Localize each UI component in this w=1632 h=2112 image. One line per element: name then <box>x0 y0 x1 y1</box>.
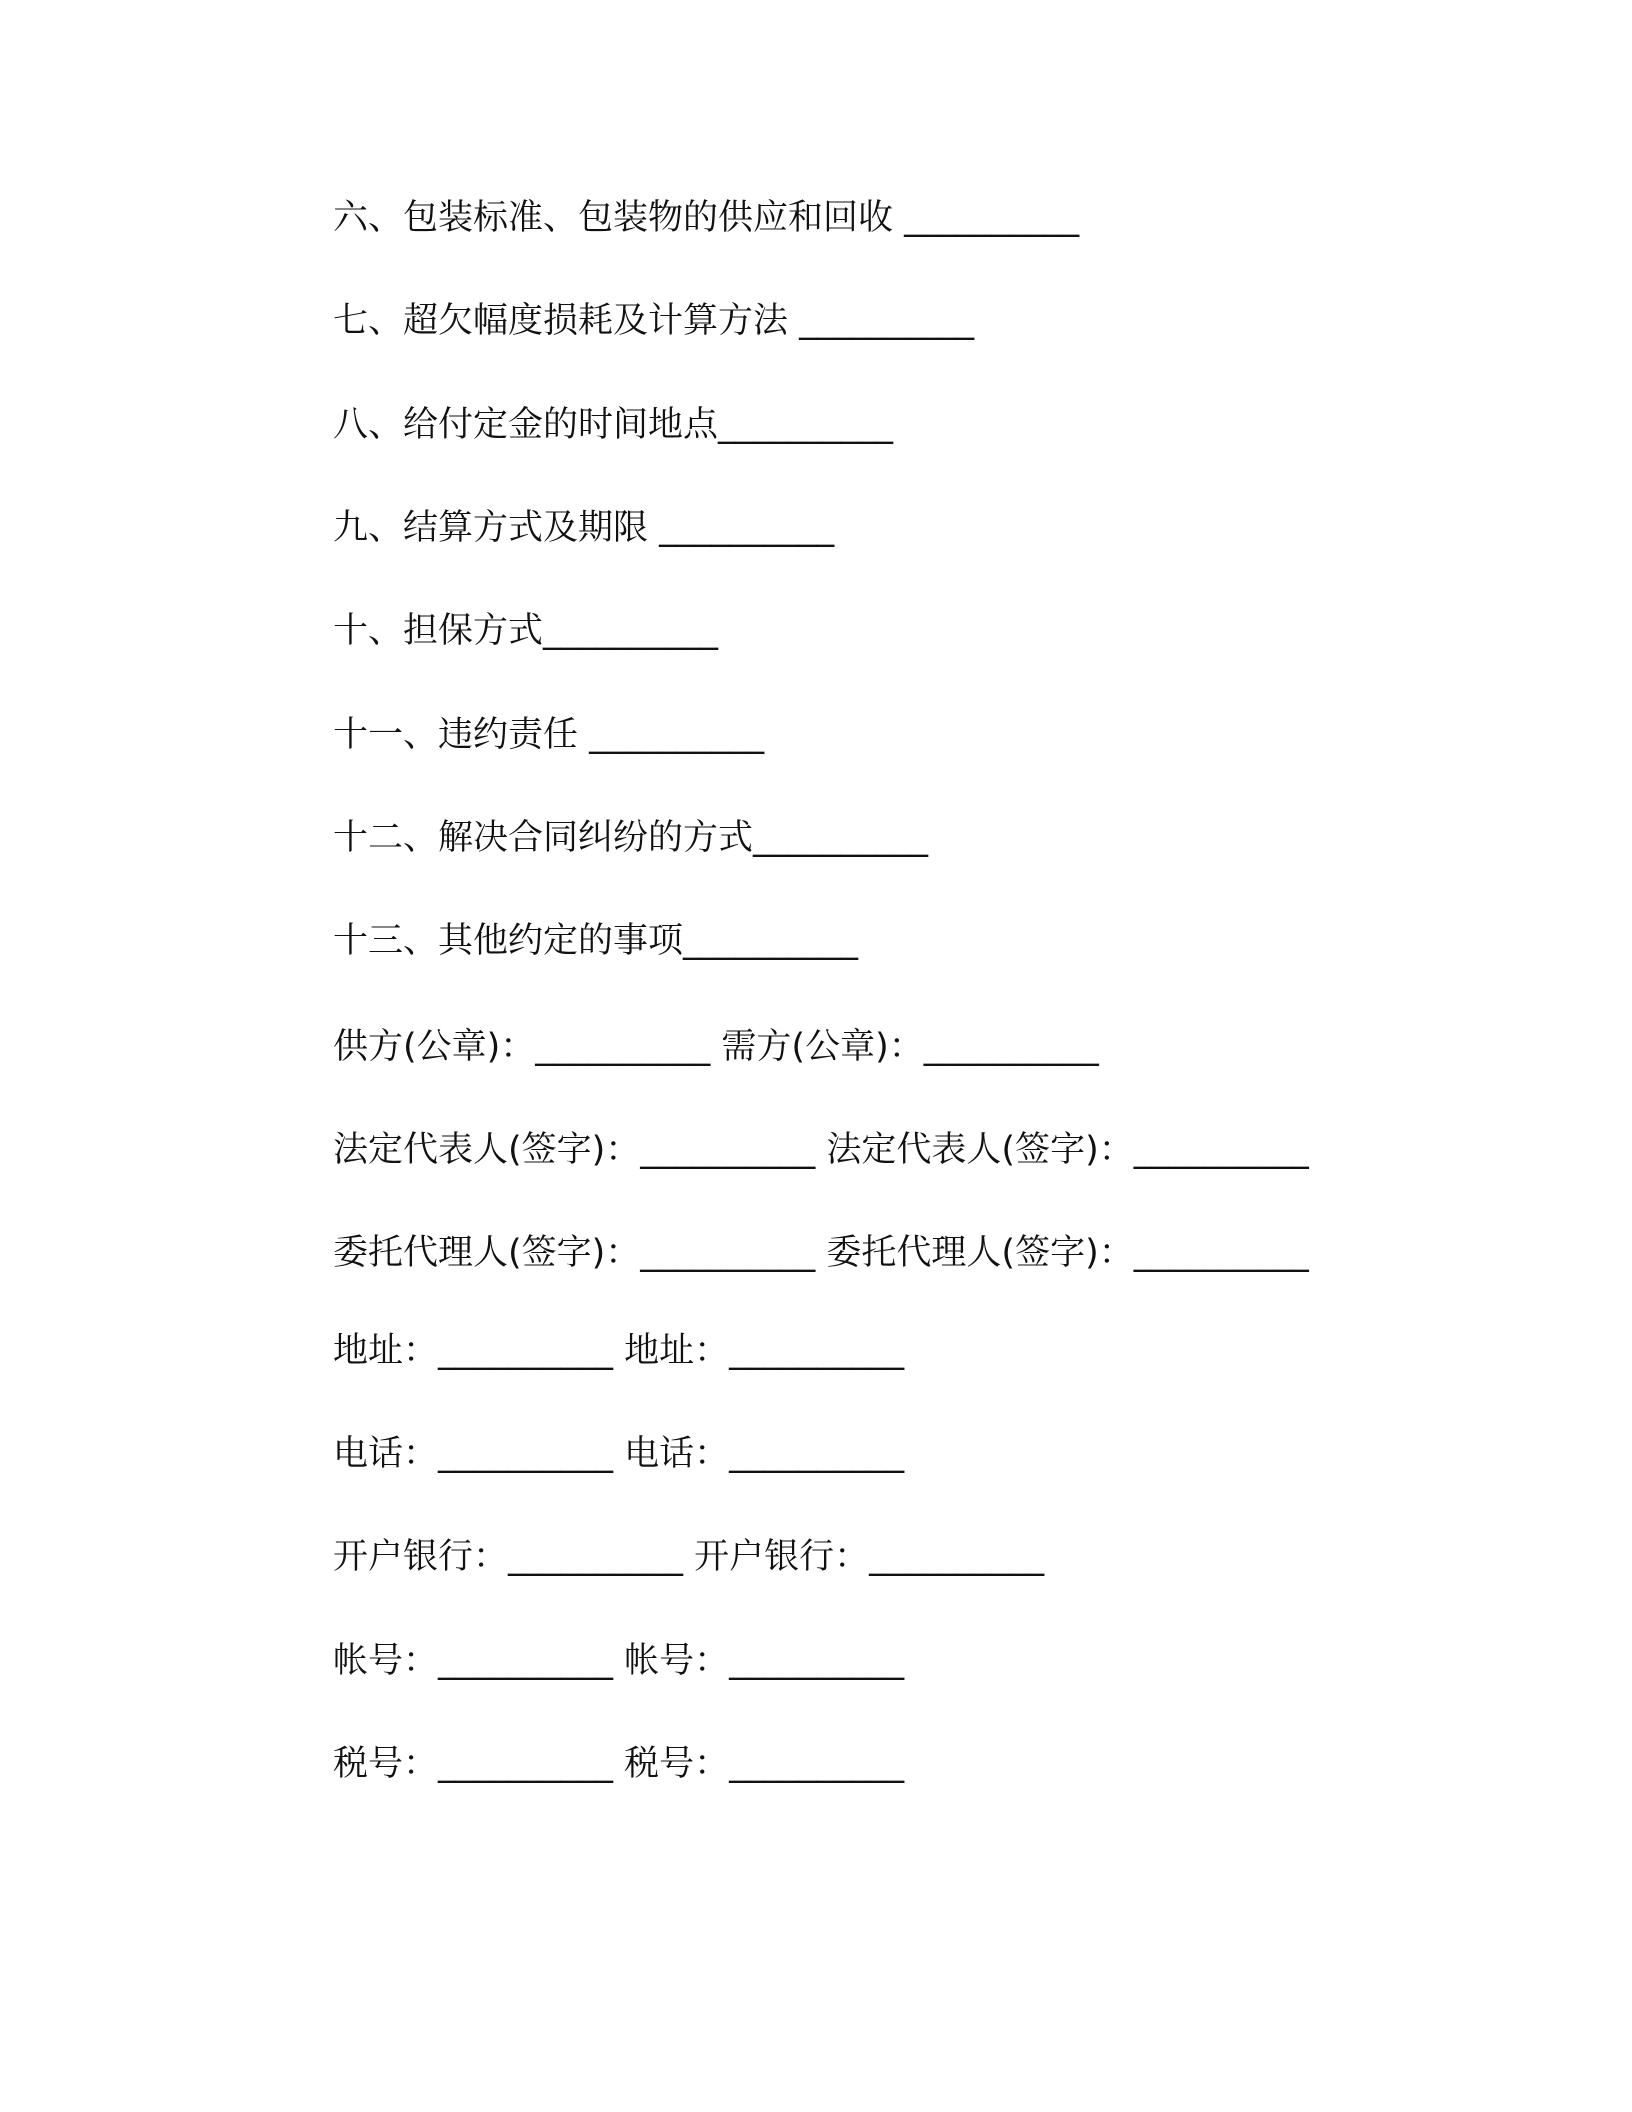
clause-loss-calculation: 七、超欠幅度损耗及计算方法 __________ <box>333 301 975 341</box>
signature-phone-line: 电话：__________ 电话：__________ <box>333 1434 905 1474</box>
signature-legal-rep-line: 法定代表人(签字)：__________ 法定代表人(签字)：__________ <box>333 1130 1309 1170</box>
clause-settlement: 九、结算方式及期限 __________ <box>333 508 835 548</box>
clause-liability: 十一、违约责任 __________ <box>333 715 765 755</box>
signature-address-line: 地址：__________ 地址：__________ <box>333 1331 905 1371</box>
signature-seal-line: 供方(公章)：__________ 需方(公章)：__________ <box>333 1027 1099 1067</box>
clause-packaging: 六、包装标准、包装物的供应和回收 __________ <box>333 198 1080 238</box>
signature-agent-line: 委托代理人(签字)：__________ 委托代理人(签字)：__________ <box>333 1233 1309 1273</box>
clause-other-matters: 十三、其他约定的事项__________ <box>333 921 859 961</box>
signature-tax-line: 税号：__________ 税号：__________ <box>333 1744 905 1784</box>
clause-dispute: 十二、解决合同纠纷的方式__________ <box>333 818 929 858</box>
signature-bank-line: 开户银行：__________ 开户银行：__________ <box>333 1537 1045 1577</box>
signature-account-line: 帐号：__________ 帐号：__________ <box>333 1641 905 1681</box>
clause-guarantee: 十、担保方式__________ <box>333 611 719 651</box>
clause-deposit: 八、给付定金的时间地点__________ <box>333 405 894 445</box>
